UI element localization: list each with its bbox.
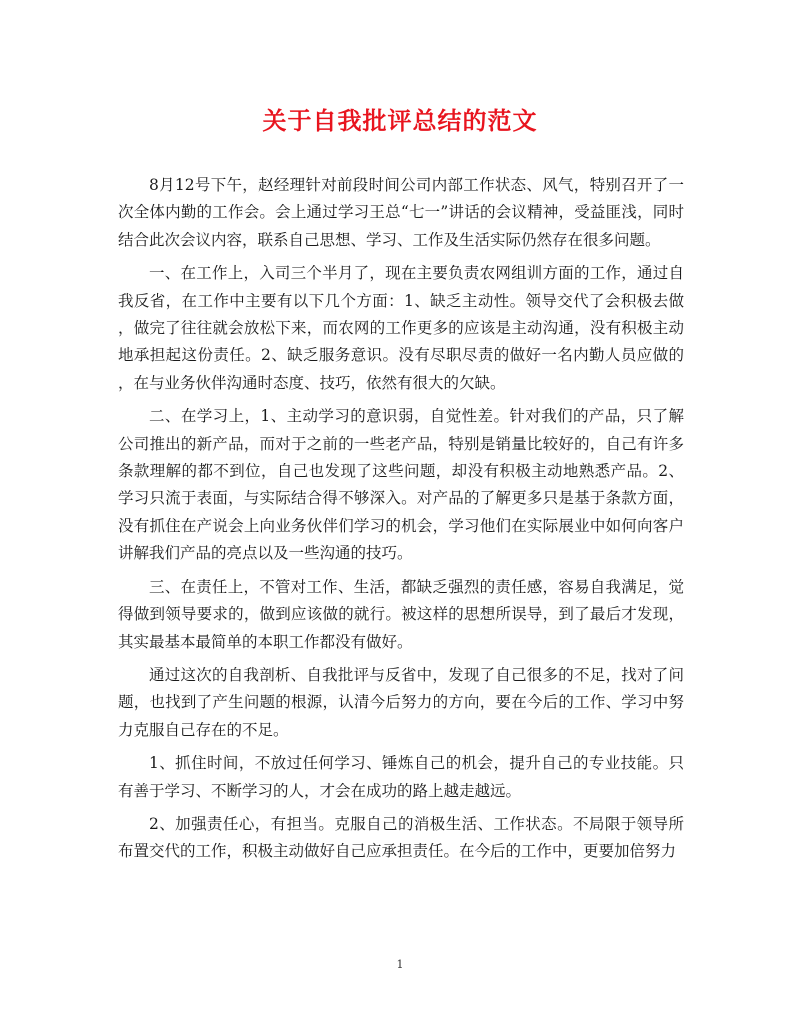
paragraph-responsibility: 三、在责任上，不管对工作、生活，都缺乏强烈的责任感，容易自我满足，觉得做到领导要求的，做到应该做的就行。被这样的思想所误导，到了最后才发现，其实最基本最简单的本职工作都没有做好。 [118, 577, 684, 651]
paragraph-reflection: 通过这次的自我剖析、自我批评与反省中，发现了自己很多的不足，找对了问题，也找到了产生问题的根源，认清今后努力的方向，要在今后的工作、学习中努力克服自己存在的不足。 [118, 665, 684, 739]
paragraph-work: 一、在工作上，入司三个半月了，现在主要负责农网组训方面的工作，通过自我反省，在工作中主要有以下几个方面：1、缺乏主动性。领导交代了会积极去做，做完了往往就会放松下来，而农网的工作更多的应该是主动沟通，没有积极主动地承担起这份责任。2、缺乏服务意识。没有尽职尽责的做好一名内勤人员应做的，在与业务伙伴沟通时态度、技巧，依然有很大的欠缺。 [118, 264, 684, 392]
document-title: 关于自我批评总结的范文 [262, 106, 538, 135]
document-body [118, 172, 684, 872]
paragraph-intro: 8月12号下午，赵经理针对前段时间公司内部工作状态、风气，特别召开了一次全体内勤的工作会。会上通过学习王总“七一”讲话的会议精神，受益匪浅，同时结合此次会议内容，联系自己思想、学习、工作及生活实际仍然存在很多问题。 [118, 176, 684, 249]
page-number: 1 [396, 958, 404, 971]
paragraph-point-1: 1、抓住时间，不放过任何学习、锤炼自己的机会，提升自己的专业技能。只有善于学习、不断学习的人，才会在成功的路上越走越远。 [118, 754, 684, 800]
paragraph-point-2: 2、加强责任心，有担当。克服自己的消极生活、工作状态。不局限于领导所布置交代的工作，积极主动做好自己应承担责任。在今后的工作中，更要加倍努力 [118, 814, 684, 861]
paragraph-study: 二、在学习上，1、主动学习的意识弱，自觉性差。针对我们的产品，只了解公司推出的新产品，而对于之前的一些老产品，特别是销量比较好的，自己有许多条款理解的都不到位，自己也发现了这些问题，却没有积极主动地熟悉产品。2、学习只流于表面，与实际结合得不够深入。对产品的了解更多只是基于条款方面，没有抓住在产说会上向业务伙伴们学习的机会，学习他们在实际展业中如何向客户讲解我们产品的亮点以及一些沟通的技巧。 [118, 407, 684, 563]
